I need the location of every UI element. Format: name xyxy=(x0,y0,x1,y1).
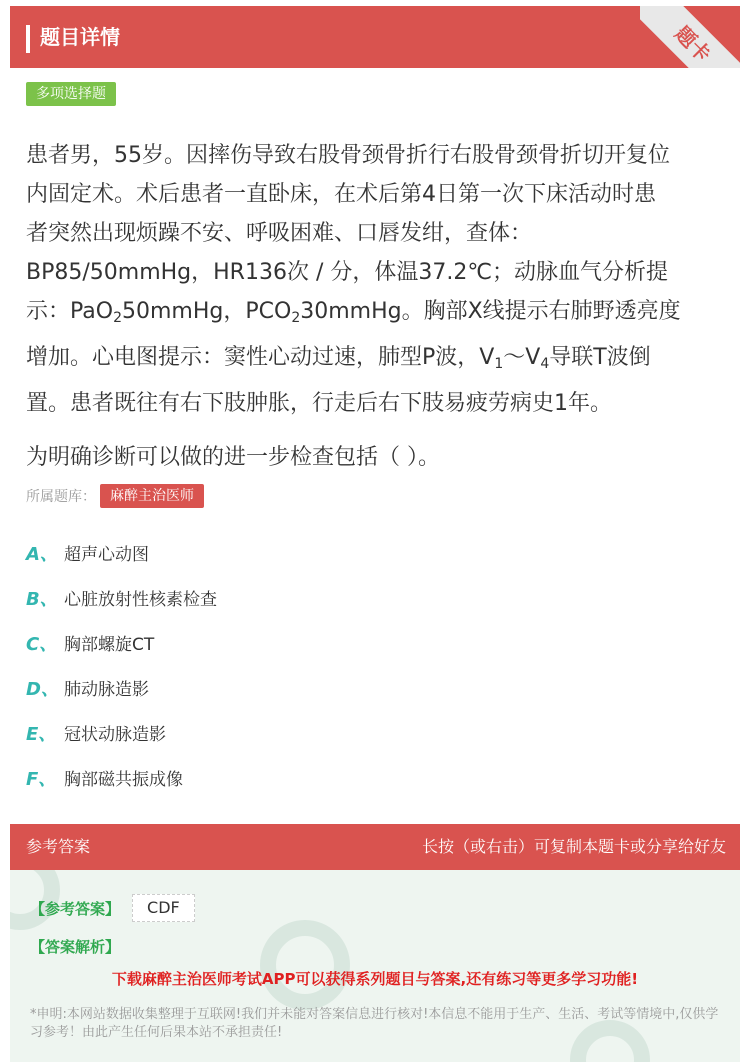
bank-label: 所属题库： xyxy=(26,489,96,505)
option-text: 冠状动脉造影 xyxy=(64,725,166,745)
question-stem xyxy=(26,136,726,423)
question-text: 增加。心电图提示：窦性心动过速，肺型P波，V xyxy=(26,345,495,370)
option-e[interactable] xyxy=(26,710,726,755)
question-text: ～V xyxy=(503,345,541,370)
answer-key-row xyxy=(30,894,195,922)
subscript: 2 xyxy=(291,310,301,326)
option-letter: E、 xyxy=(26,723,57,745)
option-text: 胸部螺旋CT xyxy=(64,635,155,655)
option-letter: D、 xyxy=(26,678,59,700)
options-list xyxy=(26,530,726,800)
option-text: 胸部磁共振成像 xyxy=(64,770,183,790)
question-type-badge: 多项选择题 xyxy=(26,82,116,106)
question-line xyxy=(26,292,726,338)
option-a[interactable] xyxy=(26,530,726,575)
question-text: 50mmHg，PCO xyxy=(122,299,292,324)
question-text: 30mmHg。胸部X线提示右肺野透亮度 xyxy=(300,299,681,324)
disclaimer: *申明:本网站数据收集整理于互联网!我们并未能对答案信息进行核对!本信息不能用于生产、生活、考试等情境中,仅供学习参考！由此产生任何后果本站不承担责任! xyxy=(30,1007,719,1040)
subscript: 4 xyxy=(540,356,550,372)
option-letter: B、 xyxy=(26,588,58,610)
answer-key-label: 【参考答案】 xyxy=(30,899,121,918)
option-text: 超声心动图 xyxy=(64,545,149,565)
question-bank-row xyxy=(26,484,204,508)
option-c[interactable] xyxy=(26,620,726,665)
page-title: 题目详情 xyxy=(40,25,120,49)
question-text: 示：PaO xyxy=(26,299,114,324)
option-letter: A、 xyxy=(26,543,58,565)
question-line xyxy=(26,338,726,384)
answer-header xyxy=(10,824,740,870)
option-text: 心脏放射性核素检查 xyxy=(64,590,217,610)
option-b[interactable] xyxy=(26,575,726,620)
option-text: 肺动脉造影 xyxy=(64,680,149,700)
header-accent-bar xyxy=(26,25,30,53)
question-ask: 为明确诊断可以做的进一步检查包括（ ）。 xyxy=(26,445,440,470)
option-letter: F、 xyxy=(26,768,57,790)
question-line: 置。患者既往有右下肢肿胀，行走后右下肢易疲劳病史1年。 xyxy=(26,391,612,416)
share-hint: 长按（或右击）可复制本题卡或分享给好友 xyxy=(421,837,726,856)
answer-analysis-label: 【答案解析】 xyxy=(30,938,121,956)
option-letter: C、 xyxy=(26,633,58,655)
app-promo-link[interactable]: 下载麻醉主治医师考试APP可以获得系列题目与答案,还有练习等更多学习功能! xyxy=(111,970,639,988)
option-f[interactable] xyxy=(26,755,726,800)
question-line: BP85/50mmHg，HR136次 / 分，体温37.2℃；动脉血气分析提 xyxy=(26,260,669,285)
subscript: 2 xyxy=(113,310,122,326)
corner-ribbon xyxy=(640,6,740,68)
subscript: 1 xyxy=(494,356,504,372)
ribbon-label: 题卡 xyxy=(640,6,740,68)
bank-tag[interactable]: 麻醉主治医师 xyxy=(100,484,204,508)
page-header xyxy=(10,6,740,68)
answer-body xyxy=(10,870,740,1062)
option-d[interactable] xyxy=(26,665,726,710)
answer-key-value[interactable]: CDF xyxy=(132,894,195,922)
answer-section-title: 参考答案 xyxy=(26,837,91,856)
question-text: 导联T波倒 xyxy=(549,345,651,370)
question-line: 患者男，55岁。因摔伤导致右股骨颈骨折行右股骨颈骨折切开复位 xyxy=(26,143,670,168)
question-line: 内固定术。术后患者一直卧床，在术后第4日第一次下床活动时患 xyxy=(26,182,656,207)
question-line: 者突然出现烦躁不安、呼吸困难、口唇发绀，查体： xyxy=(26,221,533,246)
watermark-circle xyxy=(260,920,350,1010)
